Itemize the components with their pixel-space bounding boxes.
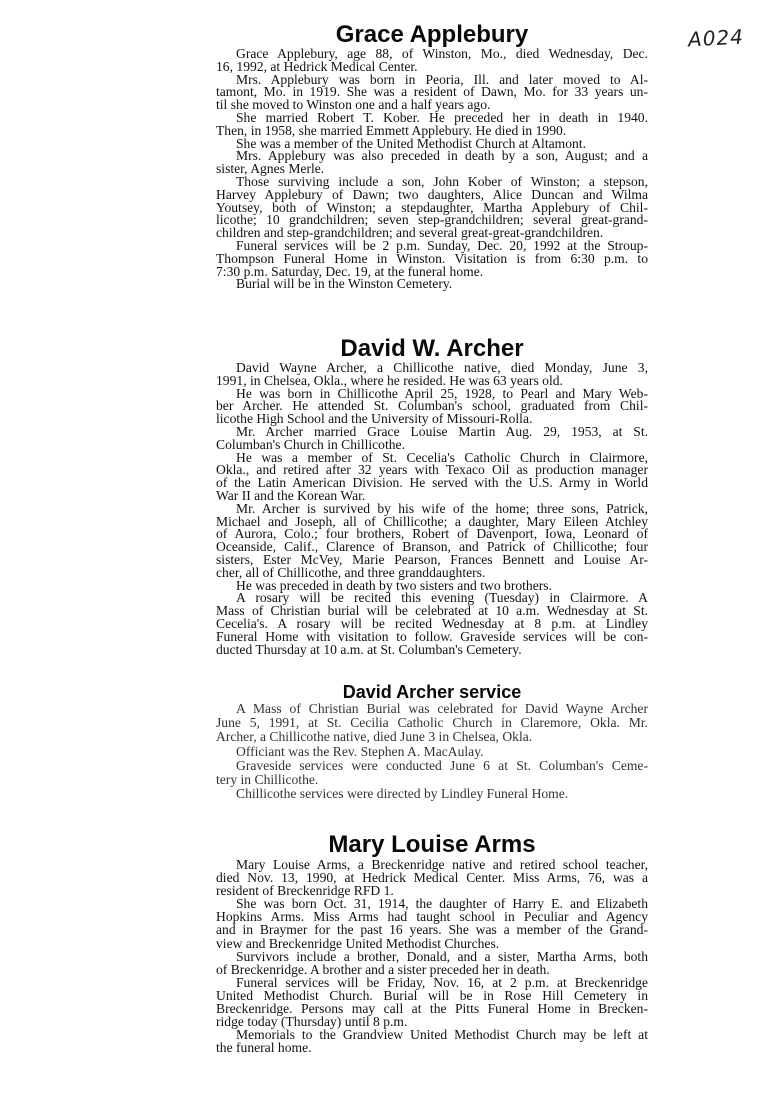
paragraph (216, 150, 648, 176)
text-line: 16, 1992, at Hedrick Medical Center. (216, 58, 418, 74)
text-line: Funeral services will be 2 p.m. Sunday, Dec. 20, 1992 at the Stroup- (236, 237, 648, 253)
obituary-grace-applebury (216, 22, 648, 291)
text-line: A Mass of Christian Burial was celebrated for David Wayne Archer (236, 701, 648, 716)
paragraph (216, 745, 648, 759)
text-line: Memorials to the Grandview United Methodist Church may be left at (236, 1027, 648, 1043)
handwritten-annotation: A024 (687, 24, 745, 52)
text-line: 7:30 p.m. Saturday, Dec. 19, at the funeral home. (216, 263, 484, 279)
text-line: Survivors include a brother, Donald, and a sister, Martha Arms, both (236, 948, 648, 964)
text-line: War II and the Korean War. (216, 487, 366, 503)
paragraph (216, 702, 648, 745)
article-body (216, 362, 648, 656)
text-line: Graveside services were conducted June 6 at St. Columban's Ceme- (236, 757, 648, 773)
text-line: Then, in 1958, she married Emmett Applebury. He died in 1990. (216, 122, 567, 138)
text-line: Mr. Archer married Grace Louise Martin Aug. 29, 1953, at St. (236, 423, 648, 439)
text-line: ridge today (Thursday) until 8 p.m. (216, 1014, 408, 1030)
text-line: Officiant was the Rev. Stephen A. MacAulay. (236, 743, 484, 759)
text-line: ducted Thursday at 10 a.m. at St. Columban's Cemetery. (216, 641, 522, 657)
article-body (216, 858, 648, 1054)
text-line: David Wayne Archer, a Chillicothe native, died Monday, June 3, (236, 360, 648, 375)
text-line: A rosary will be recited this evening (Tuesday) in Clairmore. A (236, 590, 648, 606)
paragraph (216, 897, 648, 949)
text-line: Youtsey, both of Winston; a stepdaughter, Martha Applebury of Chil- (216, 199, 648, 215)
paragraph (216, 173, 648, 241)
text-line: Mrs. Applebury was born in Peoria, Ill. and later moved to Al- (236, 71, 648, 87)
paragraph (216, 950, 648, 976)
text-line: Thompson Funeral Home in Winston. Visitation is from 6:30 p.m. to (216, 250, 648, 266)
text-line: Columban's Church in Chillicothe. (216, 436, 405, 452)
text-line: Burial will be in the Winston Cemetery. (236, 276, 453, 292)
text-line: She was born Oct. 31, 1914, the daughter of Harry E. and Elizabeth (236, 896, 648, 912)
text-line: Those surviving include a son, John Kober of Winston; a stepson, (236, 173, 648, 189)
text-line: cher, all of Chillicothe, and three granddaughters. (216, 564, 486, 580)
paragraph (216, 362, 648, 388)
text-line: Harvey Applebury of Dawn; two daughters, Alice Duncan and Wilma (216, 186, 648, 202)
paragraph (216, 48, 648, 74)
text-line: June 5, 1991, at St. Cecilia Catholic Church in Claremore, Okla. Mr. (216, 715, 648, 731)
text-line: Mr. Archer is survived by his wife of the home; three sons, Patrick, (236, 500, 648, 516)
text-line: 1991, in Chelsea, Okla., where he resided. He was 63 years old. (216, 372, 563, 388)
paragraph (216, 500, 648, 580)
paragraph (216, 1028, 648, 1054)
headline: David Archer service (342, 682, 522, 702)
paragraph (216, 759, 648, 787)
paragraph (216, 109, 648, 138)
text-line: til she moved to Winston one and a half years ago. (216, 97, 491, 113)
text-line: view and Breckenridge United Methodist Churches. (216, 935, 500, 951)
text-line: died Nov. 13, 1990, at Hedrick Medical Center. Miss Arms, 76, was a (216, 870, 648, 886)
text-line: He was a member of St. Cecelia's Catholic Church in Clairmore, (236, 449, 648, 465)
obituary-david-w-archer (216, 336, 648, 656)
headline: David W. Archer (340, 335, 524, 362)
text-line: licothe; 10 grandchildren; seven step-grandchildren; several great-grand- (216, 212, 648, 228)
text-line: Archer, a Chillicothe native, died June 3 in Chelsea, Okla. (216, 729, 533, 745)
article-body (216, 702, 648, 801)
text-line: United Methodist Church. Burial will be in Rose Hill Cemetery in (216, 987, 648, 1003)
text-line: Okla., and retired after 32 years with Texaco Oil as production manager (216, 462, 648, 478)
paragraph (216, 237, 648, 279)
headline: Grace Applebury (335, 21, 529, 48)
headline: Mary Louise Arms (328, 831, 536, 858)
text-line: sister, Agnes Merle. (216, 161, 325, 177)
paragraph (216, 449, 648, 503)
text-line: Grace Applebury, age 88, of Winston, Mo., died Wednesday, Dec. (236, 46, 648, 61)
text-line: of Aurora, Colo.; four brothers, Robert of Davenport, Iowa, Leonard of (216, 526, 648, 542)
text-line: ber Archer. He attended St. Columban's school, graduated from Chil- (216, 398, 648, 414)
text-line: Cecelia's. A rosary will be recited Wednesday at 8 p.m. at Lindley (216, 615, 648, 631)
text-line: tery in Chillicothe. (216, 771, 319, 787)
paragraph (216, 787, 648, 801)
text-line: tamont, Mo. in 1919. She was a resident of Dawn, Mo. for 33 years un- (216, 84, 648, 100)
paragraph (216, 976, 648, 1028)
text-line: He was born in Chillicothe April 25, 1928, to Pearl and Mary Web- (236, 385, 648, 401)
paragraph (216, 423, 648, 452)
text-line: Mary Louise Arms, a Breckenridge native and retired school teacher, (236, 857, 648, 872)
text-line: resident of Breckenridge RFD 1. (216, 883, 394, 899)
text-line: Michael and Joseph, all of Chillicothe; a daughter, Mary Eileen Atchley (216, 513, 648, 529)
text-line: Oceanside, Calif., Clarence of Branson, and Patrick of Chillicothe; four (216, 539, 648, 555)
paragraph (216, 71, 648, 113)
text-line: She married Robert T. Kober. He preceded her in death in 1940. (236, 109, 648, 125)
text-line: Breckenridge. Persons may call at the Pitts Funeral Home in Brecken- (216, 1001, 648, 1017)
text-line: the funeral home. (216, 1040, 312, 1056)
text-line: sisters, Ester McVey, Marie Pearson, Frances Bennett and Louise Ar- (216, 551, 648, 567)
text-line: Hopkins Arms. Miss Arms had taught school in Peculiar and Agency (216, 909, 648, 925)
text-line: of Breckenridge. A brother and a sister preceded her in death. (216, 961, 550, 977)
text-line: Funeral services will be Friday, Nov. 16, at 2 p.m. at Breckenridge (236, 974, 648, 990)
text-line: Funeral Home with visitation to follow. Graveside services will be con- (216, 628, 648, 644)
text-line: Mrs. Applebury was also preceded in death by a son, August; and a (236, 148, 648, 164)
article-body (216, 48, 648, 291)
text-line: and in Braymer for the past 16 years. She was a member of the Grand- (216, 922, 648, 938)
david-archer-service-notice (216, 682, 648, 801)
paragraph (216, 278, 648, 291)
paragraph (216, 592, 648, 656)
paragraph (216, 858, 648, 897)
obituary-mary-louise-arms (216, 832, 648, 1054)
text-line: Chillicothe services were directed by Lindley Funeral Home. (236, 786, 569, 802)
text-line: She was a member of the United Methodist Church at Altamont. (236, 135, 586, 151)
text-line: He was preceded in death by two sisters and two brothers. (236, 577, 552, 593)
text-line: Mass of Christian burial will be celebrated at 10 a.m. Wednesday at St. (216, 603, 648, 619)
text-line: of the Latin American Division. He served with the U.S. Army in World (216, 475, 648, 491)
text-line: licothe High School and the University of Missouri-Rolla. (216, 411, 533, 427)
text-line: children and step-grandchildren; and several great-great-grandchildren. (216, 225, 604, 241)
paragraph (216, 385, 648, 427)
